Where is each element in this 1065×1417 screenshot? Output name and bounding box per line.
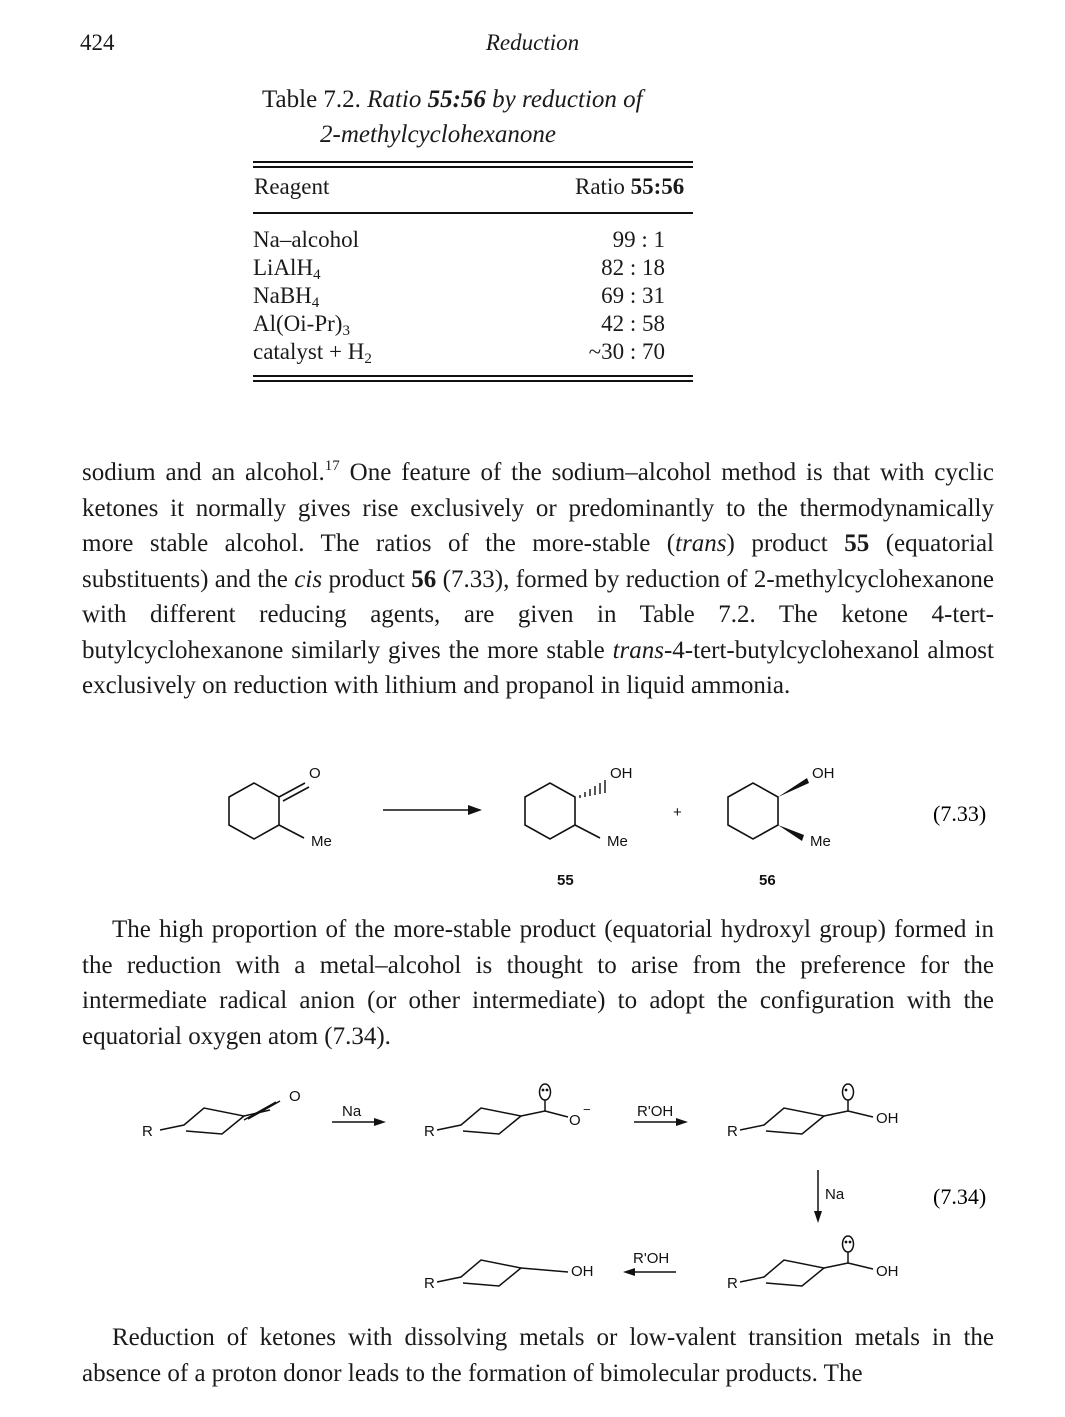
table-row	[253, 338, 693, 366]
plus-sign: +	[673, 804, 682, 821]
atom-label-r: R	[142, 1123, 153, 1140]
header-ratio	[575, 174, 684, 200]
atom-label-oh: OH	[610, 765, 633, 782]
table-row	[253, 254, 693, 282]
reagent-cell: Na–alcohol	[253, 227, 360, 252]
table-body	[253, 226, 693, 366]
hashed-bond	[580, 780, 605, 798]
reagent-cell: NaBH$_4$	[253, 283, 320, 311]
footnote-ref: 17	[324, 458, 340, 474]
page-number: 424	[80, 30, 115, 55]
body-paragraph-3: Reduction of ketones with dissolving metals or low-valent transition metals in the absence of a proton donor leads to the formation of bimolecular products. The	[82, 1324, 994, 1387]
atom-label-me: Me	[607, 833, 628, 850]
reagent-label-na: Na	[342, 1103, 362, 1120]
table-row	[253, 310, 693, 338]
ratio-cell: 42 : 58	[601, 311, 665, 336]
table-bottom-rule-2	[253, 380, 693, 382]
wedge-bond	[778, 778, 809, 797]
caption-bold: 55:56	[427, 86, 486, 113]
compound-number-56: 56	[759, 872, 776, 889]
reagent-label-roh: R'OH	[633, 1250, 670, 1267]
equation-number-7-34: (7.34)	[933, 1184, 987, 1209]
atom-label-r: R	[727, 1123, 738, 1140]
header-ratio-label: Ratio	[575, 174, 625, 199]
caption-label: Table 7.2.	[262, 86, 361, 113]
atom-label-o: O	[309, 765, 321, 782]
cyclohexane-ring	[229, 783, 279, 839]
table-header-rule	[253, 212, 693, 214]
header-reagent: Reagent	[254, 174, 330, 199]
atom-label-oh: OH	[876, 1263, 899, 1280]
body-paragraph-2: The high proportion of the more-stable product (equatorial hydroxyl group) formed in the reduction with a metal–alcohol is thought to arise from the preference for the intermediate radical anion (or other intermediate) to adopt the configuration with the equatorial oxygen atom (7.34).	[82, 916, 994, 1050]
atom-label-me: Me	[311, 833, 332, 850]
caption-title-2: by reduction of	[492, 86, 643, 113]
charge-minus: −	[583, 1102, 591, 1117]
header-ratio-bold: 55:56	[630, 174, 685, 199]
equation-number-7-33: (7.33)	[933, 801, 987, 826]
running-title: Reduction	[485, 30, 580, 55]
ratio-cell: 69 : 31	[601, 283, 665, 308]
atom-label-r: R	[424, 1275, 435, 1292]
atom-label-oh: OH	[812, 765, 835, 782]
atom-label-oh: OH	[571, 1263, 594, 1280]
table-row	[253, 226, 693, 254]
caption-line-1	[262, 82, 722, 117]
reagent-label-na: Na	[825, 1186, 845, 1203]
table-bottom-rule-1	[253, 375, 693, 377]
table-row	[253, 282, 693, 310]
wedge-bond	[778, 825, 804, 841]
ratio-cell: 99 : 1	[612, 227, 665, 252]
ratio-cell: ~30 : 70	[588, 339, 665, 364]
cyclohexane-ring	[728, 783, 778, 839]
reagent-cell: catalyst + $H_2$	[253, 339, 372, 367]
compound-number-55: 55	[557, 872, 574, 889]
atom-label-o: O	[289, 1088, 301, 1105]
cyclohexane-ring	[525, 783, 575, 839]
reagent-cell: $Al(Oi-Pr)_3$	[253, 311, 350, 339]
body-paragraph-1: sodium and an alcohol.$^{17}$ One feature of the sodium–alcohol method is that with cyclic ketones it normally gives rise exclusively or predominantly to the thermodynamically more stable alcohol. The ratios of the more-stable (trans) product 55 (equatorial substituents) and the cis product 56 (7.33), formed by reduction of 2-methylcyclohexanone with different reducing agents, are given in Table 7.2. The ketone 4-tert-butylcyclohexanone similarly gives the more stable trans-4-tert-butylcyclohexanol almost exclusively on reduction with lithium and propanol in liquid ammonia.	[82, 458, 995, 699]
arrowhead	[468, 805, 482, 815]
atom-label-r: R	[424, 1123, 435, 1140]
reaction-scheme-7-34	[0, 1070, 1065, 1310]
caption-title-1: Ratio	[367, 86, 422, 113]
reagent-cell: LiAlH$_4$	[253, 255, 321, 283]
atom-label-oh: OH	[876, 1110, 899, 1127]
atom-label-me: Me	[810, 833, 831, 850]
table-top-rule-2	[253, 166, 693, 168]
table-top-rule-1	[253, 161, 693, 163]
reagent-label-roh: R'OH	[637, 1103, 674, 1120]
atom-label-o: O	[569, 1112, 581, 1129]
ratio-cell: 82 : 18	[601, 255, 665, 280]
atom-label-r: R	[727, 1275, 738, 1292]
table-caption	[262, 82, 722, 152]
reaction-scheme-7-33	[0, 750, 1065, 900]
caption-line-2: 2-methylcyclohexanone	[320, 121, 556, 148]
